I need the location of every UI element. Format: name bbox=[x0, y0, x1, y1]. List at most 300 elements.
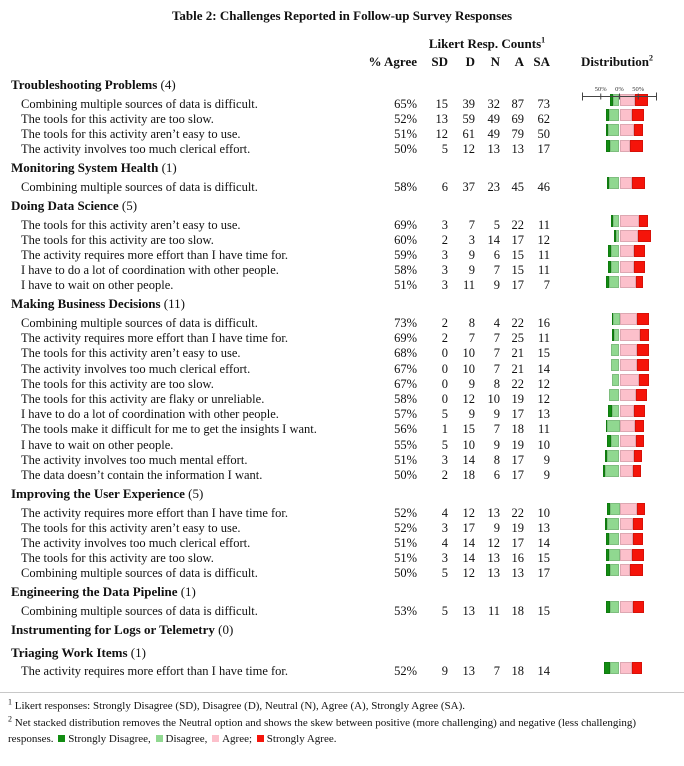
count-a: 19 bbox=[511, 392, 524, 406]
distribution-cell bbox=[550, 464, 684, 479]
segment-disagree bbox=[610, 662, 619, 674]
count-sa: 10 bbox=[537, 505, 550, 520]
footnotes bbox=[0, 693, 684, 748]
count-sd: 0 bbox=[441, 361, 448, 376]
count-n: 11 bbox=[487, 604, 500, 619]
distribution-bar bbox=[582, 533, 657, 545]
count-sa: 9 bbox=[543, 452, 550, 467]
segment-disagree bbox=[610, 503, 619, 515]
segment-agree bbox=[620, 329, 641, 341]
count-sd: 5 bbox=[441, 437, 448, 452]
pct-agree-value: 50% bbox=[394, 467, 417, 482]
segment-strongly-agree bbox=[632, 662, 642, 674]
count-d: 15 bbox=[462, 422, 475, 437]
challenge-text: The activity involves too much clerical effort. bbox=[21, 142, 251, 157]
count-sa: 15 bbox=[537, 604, 550, 619]
segment-disagree bbox=[610, 140, 620, 152]
count-a: 25 bbox=[511, 331, 524, 346]
segment-strongly-agree bbox=[637, 313, 650, 325]
segment-disagree bbox=[609, 276, 620, 288]
column-header-row bbox=[0, 54, 684, 70]
distribution-cell bbox=[550, 274, 684, 289]
segment-disagree bbox=[608, 124, 619, 136]
count-sd: 3 bbox=[441, 551, 448, 566]
table-row bbox=[0, 501, 684, 520]
count-a: 18 bbox=[511, 664, 524, 679]
section-rows bbox=[0, 213, 684, 293]
segment-strongly-agree bbox=[634, 261, 645, 273]
count-n: 10 bbox=[487, 392, 500, 406]
table-section bbox=[0, 622, 684, 638]
distribution-bar bbox=[582, 601, 657, 613]
sd-column-header: SD bbox=[431, 54, 448, 69]
distribution-bar bbox=[582, 405, 657, 417]
segment-strongly-agree bbox=[632, 177, 645, 189]
distribution-cell bbox=[550, 418, 684, 433]
legend-swatch-strongly-agree bbox=[257, 735, 264, 742]
pct-agree-value: 58% bbox=[394, 392, 417, 406]
distribution-bar bbox=[582, 230, 657, 242]
count-sa: 11 bbox=[537, 217, 550, 232]
section-rows bbox=[0, 501, 684, 581]
distribution-bar bbox=[582, 564, 657, 576]
challenge-text: Combining multiple sources of data is difficult. bbox=[21, 96, 258, 111]
count-sa: 13 bbox=[537, 520, 550, 535]
count-sd: 3 bbox=[441, 452, 448, 467]
segment-strongly-agree bbox=[637, 359, 649, 371]
segment-agree bbox=[620, 662, 633, 674]
count-d: 14 bbox=[462, 452, 475, 467]
challenge-text: Combining multiple sources of data is difficult. bbox=[21, 566, 258, 581]
pct-agree-value: 59% bbox=[394, 248, 417, 262]
distribution-cell bbox=[550, 176, 684, 191]
segment-agree bbox=[620, 215, 639, 227]
segment-strongly-agree bbox=[640, 329, 649, 341]
challenge-text: The data doesn’t contain the information I want. bbox=[21, 467, 263, 482]
distribution-legend bbox=[56, 733, 336, 745]
distribution-cell bbox=[550, 312, 684, 327]
pct-agree-value: 67% bbox=[394, 376, 417, 391]
segment-agree bbox=[620, 518, 634, 530]
distribution-cell bbox=[550, 357, 684, 372]
distribution-cell bbox=[550, 600, 684, 615]
count-a: 17 bbox=[511, 407, 524, 422]
sa-column-header: SA bbox=[533, 54, 550, 69]
pct-agree-value: 52% bbox=[394, 111, 417, 126]
challenge-text: Combining multiple sources of data is difficult. bbox=[21, 316, 258, 331]
count-sa: 15 bbox=[537, 551, 550, 566]
count-d: 37 bbox=[462, 179, 475, 194]
distribution-cell bbox=[550, 213, 684, 228]
pct-agree-value: 53% bbox=[394, 604, 417, 619]
section-title-text: Making Business Decisions bbox=[11, 296, 161, 312]
footnote-marker-1: 1 bbox=[541, 35, 546, 45]
count-sa: 62 bbox=[537, 111, 550, 126]
footnote-1 bbox=[8, 698, 676, 715]
segment-disagree bbox=[611, 344, 619, 356]
count-sd: 3 bbox=[441, 248, 448, 262]
count-a: 17 bbox=[511, 467, 524, 482]
segment-strongly-agree bbox=[633, 465, 640, 477]
segment-agree bbox=[620, 533, 633, 545]
count-a: 87 bbox=[511, 96, 524, 111]
challenge-text: The tools for this activity are flaky or unreliable. bbox=[21, 392, 265, 406]
distribution-cell bbox=[550, 342, 684, 357]
table-section bbox=[0, 485, 684, 581]
segment-disagree bbox=[605, 465, 620, 477]
section-header bbox=[0, 645, 684, 661]
pct-agree-value: 51% bbox=[394, 278, 417, 293]
pct-agree-value: 51% bbox=[394, 536, 417, 550]
count-n: 13 bbox=[487, 505, 500, 520]
footnote-1-text: Likert responses: Strongly Disagree (SD), Disagree (D), Neutral (N), Agree (A), Strongly Agree (SA). bbox=[14, 700, 466, 713]
section-title-text: Troubleshooting Problems bbox=[11, 77, 158, 92]
count-sd: 1 bbox=[441, 422, 448, 437]
distribution-bar bbox=[582, 261, 657, 273]
challenge-text: The activity requires more effort than I have time for. bbox=[21, 664, 289, 679]
distribution-axis bbox=[582, 84, 657, 101]
count-a: 22 bbox=[511, 316, 524, 331]
segment-strongly-agree bbox=[632, 109, 643, 121]
count-a: 13 bbox=[511, 566, 524, 581]
count-sd: 13 bbox=[435, 111, 448, 126]
legend-label: Strongly Agree. bbox=[266, 733, 337, 746]
count-a: 19 bbox=[511, 520, 524, 535]
distribution-cell bbox=[550, 501, 684, 516]
segment-strongly-agree bbox=[639, 374, 649, 386]
distribution-bar bbox=[582, 359, 657, 371]
distribution-column-header bbox=[550, 54, 684, 70]
challenge-text: The activity requires more effort than I have time for. bbox=[21, 248, 289, 262]
pct-agree-value: 69% bbox=[394, 217, 417, 232]
distribution-cell bbox=[550, 433, 684, 448]
distribution-bar bbox=[582, 215, 657, 227]
segment-strongly-agree bbox=[633, 601, 644, 613]
pct-agree-value: 68% bbox=[394, 346, 417, 361]
pct-agree-value: 60% bbox=[394, 232, 417, 247]
pct-agree-value: 52% bbox=[394, 520, 417, 535]
count-sd: 5 bbox=[441, 142, 448, 157]
segment-agree bbox=[620, 389, 637, 401]
count-n: 13 bbox=[487, 142, 500, 157]
count-d: 12 bbox=[462, 505, 475, 520]
segment-agree bbox=[620, 124, 635, 136]
challenge-text: The tools for this activity are too slow. bbox=[21, 551, 214, 566]
pct-agree-value: 73% bbox=[394, 316, 417, 331]
segment-agree bbox=[620, 374, 639, 386]
segment-strongly-agree bbox=[634, 405, 645, 417]
segment-disagree bbox=[607, 518, 619, 530]
section-count: (1) bbox=[180, 584, 196, 600]
count-n: 14 bbox=[487, 232, 500, 247]
count-n: 32 bbox=[487, 96, 500, 111]
table-row bbox=[0, 660, 684, 679]
segment-strongly-agree bbox=[630, 140, 644, 152]
table-row bbox=[0, 312, 684, 331]
count-sd: 2 bbox=[441, 232, 448, 247]
segment-agree bbox=[620, 420, 635, 432]
count-n: 6 bbox=[493, 248, 500, 262]
count-n: 5 bbox=[493, 217, 500, 232]
likert-counts-group-header bbox=[417, 36, 557, 51]
pct-agree-value: 55% bbox=[394, 437, 417, 452]
count-sa: 12 bbox=[537, 376, 550, 391]
count-d: 13 bbox=[462, 664, 475, 679]
count-d: 13 bbox=[462, 604, 475, 619]
count-sa: 50 bbox=[537, 127, 550, 142]
count-n: 23 bbox=[487, 179, 500, 194]
count-d: 11 bbox=[462, 278, 475, 293]
pct-agree-value: 52% bbox=[394, 664, 417, 679]
count-d: 10 bbox=[462, 437, 475, 452]
count-d: 9 bbox=[468, 248, 475, 262]
count-n: 7 bbox=[493, 664, 500, 679]
segment-agree bbox=[620, 405, 634, 417]
distribution-bar bbox=[582, 109, 657, 121]
legend-swatch-agree bbox=[212, 735, 219, 742]
legend-label: Disagree, bbox=[165, 733, 211, 746]
section-rows bbox=[0, 176, 684, 194]
count-sa: 11 bbox=[537, 331, 550, 346]
distribution-cell bbox=[550, 517, 684, 532]
count-sd: 0 bbox=[441, 346, 448, 361]
section-title-text: Doing Data Science bbox=[11, 197, 119, 213]
count-a: 69 bbox=[511, 111, 524, 126]
n-column-header: N bbox=[490, 54, 500, 69]
legend-label: Agree; bbox=[222, 733, 255, 746]
challenge-text: The activity requires more effort than I have time for. bbox=[21, 505, 289, 520]
segment-agree bbox=[620, 177, 633, 189]
svg-text:50%: 50% bbox=[594, 86, 607, 93]
count-sa: 13 bbox=[537, 407, 550, 422]
count-sa: 10 bbox=[537, 437, 550, 452]
section-header bbox=[0, 486, 684, 502]
count-n: 13 bbox=[487, 551, 500, 566]
count-a: 16 bbox=[511, 551, 524, 566]
section-count: (5) bbox=[121, 197, 138, 213]
count-sd: 0 bbox=[441, 392, 448, 406]
count-d: 39 bbox=[462, 96, 475, 111]
segment-disagree bbox=[609, 533, 620, 545]
svg-text:50%: 50% bbox=[632, 86, 645, 93]
challenge-text: Combining multiple sources of data is difficult. bbox=[21, 604, 258, 619]
count-d: 7 bbox=[468, 331, 475, 346]
count-n: 9 bbox=[493, 520, 500, 535]
section-title-text: Engineering the Data Pipeline bbox=[11, 584, 178, 600]
challenge-text: The activity involves too much clerical effort. bbox=[21, 536, 251, 550]
count-sd: 3 bbox=[441, 278, 448, 293]
distribution-cell bbox=[550, 327, 684, 342]
challenge-text: I have to wait on other people. bbox=[21, 278, 174, 293]
d-column-header: D bbox=[465, 54, 475, 69]
section-count: (1) bbox=[161, 160, 177, 176]
count-n: 12 bbox=[487, 536, 500, 550]
table-row bbox=[0, 213, 684, 232]
segment-disagree bbox=[610, 601, 620, 613]
challenge-text: Combining multiple sources of data is difficult. bbox=[21, 179, 258, 194]
a-column-header: A bbox=[514, 54, 524, 69]
challenge-text: I have to wait on other people. bbox=[21, 437, 174, 452]
count-a: 17 bbox=[511, 536, 524, 550]
segment-disagree bbox=[609, 109, 620, 121]
section-count: (11) bbox=[163, 296, 185, 312]
count-sa: 11 bbox=[537, 263, 550, 278]
segment-agree bbox=[620, 465, 634, 477]
distribution-bar bbox=[582, 140, 657, 152]
segment-strongly-agree bbox=[638, 230, 651, 242]
count-a: 21 bbox=[511, 361, 524, 376]
section-header bbox=[0, 584, 684, 600]
count-a: 22 bbox=[511, 505, 524, 520]
count-a: 18 bbox=[511, 604, 524, 619]
count-d: 10 bbox=[462, 361, 475, 376]
section-title-text: Monitoring System Health bbox=[11, 160, 159, 176]
distribution-bar bbox=[582, 344, 657, 356]
distribution-cell bbox=[550, 532, 684, 547]
distribution-cell bbox=[550, 660, 684, 675]
count-a: 19 bbox=[511, 437, 524, 452]
count-sa: 14 bbox=[537, 536, 550, 550]
table-section bbox=[0, 584, 684, 619]
segment-disagree bbox=[612, 374, 620, 386]
segment-strongly-agree bbox=[636, 276, 643, 288]
segment-disagree bbox=[609, 389, 619, 401]
likert-group-header-row bbox=[0, 36, 684, 51]
pct-agree-value: 65% bbox=[394, 96, 417, 111]
distribution-bar bbox=[582, 313, 657, 325]
count-d: 9 bbox=[468, 407, 475, 422]
count-a: 17 bbox=[511, 278, 524, 293]
count-d: 9 bbox=[468, 376, 475, 391]
segment-strongly-agree bbox=[639, 215, 649, 227]
pct-agree-header: % Agree bbox=[368, 54, 417, 69]
section-title-text: Instrumenting for Logs or Telemetry bbox=[11, 622, 215, 638]
distribution-bar bbox=[582, 245, 657, 257]
distribution-bar bbox=[582, 465, 657, 477]
distribution-header-label: Distribution bbox=[581, 54, 649, 69]
count-sd: 5 bbox=[441, 604, 448, 619]
section-header bbox=[0, 622, 684, 638]
count-a: 13 bbox=[511, 142, 524, 157]
likert-counts-group-label: Likert Resp. Counts bbox=[428, 36, 542, 51]
challenge-text: The activity involves too much mental effort. bbox=[21, 452, 248, 467]
count-sd: 3 bbox=[441, 263, 448, 278]
count-sd: 0 bbox=[441, 376, 448, 391]
table-caption: Table 2: Challenges Reported in Follow-up Survey Responses bbox=[171, 8, 513, 23]
count-sd: 15 bbox=[435, 96, 448, 111]
segment-disagree bbox=[609, 549, 620, 561]
section-header bbox=[0, 296, 684, 312]
distribution-bar bbox=[582, 329, 657, 341]
segment-disagree bbox=[611, 435, 620, 447]
challenge-text: The tools for this activity aren’t easy to use. bbox=[21, 127, 241, 142]
count-d: 7 bbox=[468, 217, 475, 232]
segment-agree bbox=[620, 601, 633, 613]
segment-agree bbox=[620, 344, 637, 356]
section-rows bbox=[0, 312, 684, 482]
count-sa: 11 bbox=[537, 422, 550, 437]
segment-agree bbox=[620, 313, 637, 325]
count-a: 45 bbox=[511, 179, 524, 194]
count-sa: 15 bbox=[537, 346, 550, 361]
count-a: 22 bbox=[511, 376, 524, 391]
segment-agree bbox=[620, 109, 633, 121]
footnote-1-marker: 1 bbox=[8, 697, 12, 707]
count-sd: 5 bbox=[441, 566, 448, 581]
distribution-bar bbox=[582, 503, 657, 515]
section-rows bbox=[0, 660, 684, 679]
challenge-text: The tools for this activity are too slow. bbox=[21, 376, 214, 391]
table-row bbox=[0, 176, 684, 194]
section-title-text: Improving the User Experience bbox=[11, 485, 185, 501]
count-a: 79 bbox=[511, 127, 524, 142]
challenge-text: The activity involves too much clerical effort. bbox=[21, 361, 251, 376]
challenge-text: The tools for this activity are too slow. bbox=[21, 111, 214, 126]
count-sa: 16 bbox=[537, 316, 550, 331]
distribution-cell bbox=[550, 229, 684, 244]
pct-agree-value: 51% bbox=[394, 551, 417, 566]
distribution-cell bbox=[550, 138, 684, 153]
count-d: 59 bbox=[462, 111, 475, 126]
count-n: 7 bbox=[493, 422, 500, 437]
table-section bbox=[0, 644, 684, 679]
pct-agree-value: 51% bbox=[394, 452, 417, 467]
segment-strongly-agree bbox=[634, 450, 642, 462]
count-a: 15 bbox=[511, 263, 524, 278]
distribution-cell bbox=[550, 244, 684, 259]
count-d: 12 bbox=[462, 392, 475, 406]
segment-agree bbox=[620, 549, 633, 561]
challenge-text: The tools for this activity aren’t easy to use. bbox=[21, 520, 241, 535]
count-d: 8 bbox=[468, 316, 475, 331]
pct-agree-value: 67% bbox=[394, 361, 417, 376]
pct-agree-value: 51% bbox=[394, 127, 417, 142]
count-sa: 7 bbox=[543, 278, 550, 293]
section-header bbox=[0, 160, 684, 176]
count-n: 9 bbox=[493, 407, 500, 422]
count-d: 14 bbox=[462, 536, 475, 550]
count-n: 4 bbox=[493, 316, 500, 331]
count-sa: 12 bbox=[537, 392, 550, 406]
distribution-bar bbox=[582, 435, 657, 447]
distribution-cell bbox=[550, 388, 684, 403]
count-n: 7 bbox=[493, 346, 500, 361]
segment-strongly-agree bbox=[637, 503, 645, 515]
count-a: 18 bbox=[511, 422, 524, 437]
count-sa: 73 bbox=[537, 96, 550, 111]
count-d: 18 bbox=[462, 467, 475, 482]
count-d: 17 bbox=[462, 520, 475, 535]
segment-agree bbox=[620, 564, 630, 576]
count-sd: 9 bbox=[441, 664, 448, 679]
challenge-text: The tools make it difficult for me to get the insights I want. bbox=[21, 422, 317, 437]
segment-agree bbox=[620, 276, 637, 288]
table-section bbox=[0, 197, 684, 293]
distribution-bar bbox=[582, 389, 657, 401]
count-n: 8 bbox=[493, 376, 500, 391]
distribution-bar bbox=[582, 420, 657, 432]
count-a: 22 bbox=[511, 217, 524, 232]
count-d: 61 bbox=[462, 127, 475, 142]
count-n: 9 bbox=[493, 437, 500, 452]
segment-agree bbox=[620, 245, 635, 257]
distribution-cell bbox=[550, 547, 684, 562]
count-n: 8 bbox=[493, 452, 500, 467]
footnote-2 bbox=[8, 715, 676, 748]
count-n: 9 bbox=[493, 278, 500, 293]
pct-agree-value: 69% bbox=[394, 331, 417, 346]
challenge-text: The tools for this activity aren’t easy to use. bbox=[21, 346, 241, 361]
